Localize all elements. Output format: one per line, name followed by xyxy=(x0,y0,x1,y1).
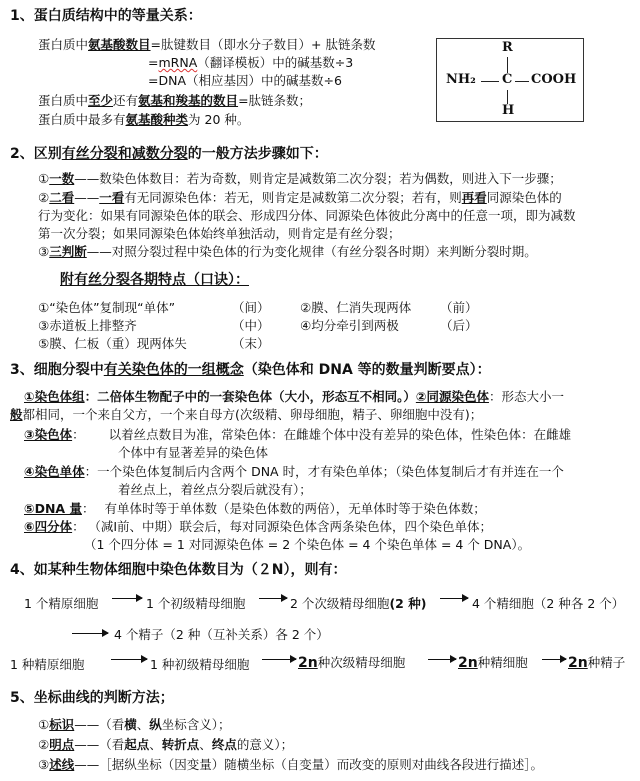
chain1-cell-3: 2 个次级精母细胞(2 种) xyxy=(290,596,427,611)
structure-nh2: NH₂ xyxy=(446,72,476,87)
chain1-cell-4: 4 个精细胞（2 种各 2 个） xyxy=(472,596,625,611)
s3-concept-4b: 着丝点上，着丝点分裂后就没有）； xyxy=(118,482,312,497)
mnemonic-1-phase: （间） xyxy=(232,300,270,315)
s2-line-1: ①一数——数染色体数目：若为奇数，则肯定是减数第二次分裂；若为偶数，则进入下一步骤； xyxy=(38,171,562,186)
s2-line-5: ③三判断——对照分裂过程中染色体的行为变化规律（有丝分裂各时期）来判断分裂时期。 xyxy=(38,244,537,259)
s1-line-4: 蛋白质中至少还有氨基和羧基的数目=肽链条数； xyxy=(38,93,312,108)
chain1-cell-5: 4 个精子（2 种（互补关系）各 2 个） xyxy=(114,627,329,642)
s2-line-4: 第一次分裂；如果同源染色体始终单独活动，则肯定是有丝分裂； xyxy=(38,226,401,241)
bond-top xyxy=(507,57,508,73)
s3-concept-5: ⑤DNA 量： 有单体时等于单体数（是染色体数的两倍），无单体时等于染色体数； xyxy=(24,501,486,516)
chain2-cell-1: 1 种精原细胞 xyxy=(10,657,85,672)
structure-c: C xyxy=(502,72,513,87)
s2-line-2: ②二看——一看有无同源染色体：若无，则肯定是减数第二次分裂；若有，则再看同源染色体的 xyxy=(38,190,562,205)
s1-line-1: 蛋白质中氨基酸数目=肽键数目（即水分子数目）+ 肽链条数 xyxy=(38,37,376,52)
structure-r: R xyxy=(502,40,513,55)
amino-acid-structure-diagram xyxy=(436,38,584,122)
s3-concept-6b: （1 个四分体 = 1 对同源染色体 = 2 个染色体 = 4 个染色单体 = 4 个 DNA）。 xyxy=(84,537,531,552)
mnemonic-5: ⑤膜、仁板（重）现两体失 xyxy=(38,336,187,351)
section-3-heading: 3、细胞分裂中有关染色体的一组概念（染色体和 DNA 等的数量判断要点）： xyxy=(10,362,491,378)
s3-concept-6: ⑥四分体： （减Ⅰ前、中期）联会后，每对同源染色体含两条染色体，四个染色单体； xyxy=(24,519,493,534)
mnemonic-heading: 附有丝分裂各期特点（口诀）： xyxy=(60,272,249,288)
chain2-cell-4: 2n种精细胞 xyxy=(458,655,528,671)
chain2-arrow-2 xyxy=(262,659,296,660)
chain1-arrow-2 xyxy=(259,598,287,599)
s3-concept-3: ③染色体： 以着丝点数目为准，常染色体：在雌雄个体中没有差异的染色体，性染色体：在雌雄 xyxy=(24,427,572,442)
mnemonic-2-phase: （前） xyxy=(440,300,478,315)
mnemonic-3-phase: （中） xyxy=(232,318,270,333)
section-1-heading: 1、蛋白质结构中的等量关系： xyxy=(10,8,202,24)
s5-line-2: ②明点——（看起点、转折点、终点的意义）； xyxy=(38,737,294,752)
s1-line-5: 蛋白质中最多有氨基酸种类为 20 种。 xyxy=(38,112,250,127)
chain1-arrow-3 xyxy=(440,598,468,599)
structure-cooh: COOH xyxy=(531,72,577,87)
chain2-arrow-3 xyxy=(428,659,456,660)
chain2-cell-3: 2n种次级精母细胞 xyxy=(298,655,406,671)
s1-line-2: =mRNA（翻译模板）中的碱基数÷3 xyxy=(148,55,354,70)
chain1-cell-1: 1 个精原细胞 xyxy=(24,596,99,611)
mnemonic-4: ④均分牵引到两极 xyxy=(300,318,399,333)
s5-line-1: ①标识——（看横、纵坐标含义）； xyxy=(38,717,231,732)
s3-concept-3b: 个体中有显著差异的染色体 xyxy=(118,445,269,460)
mnemonic-4-phase: （后） xyxy=(440,318,478,333)
s2-line-3: 行为变化：如果有同源染色体的联会、形成四分体、同源染色体彼此分离中的任意一项，即为减数 xyxy=(38,208,576,223)
mnemonic-1: ①“染色体”复制现“单体” xyxy=(38,300,176,315)
s1-line-3: =DNA（相应基因）中的碱基数÷6 xyxy=(148,73,342,88)
mnemonic-3: ③赤道板上排整齐 xyxy=(38,318,137,333)
mnemonic-2: ②膜、仁消失现两体 xyxy=(300,300,412,315)
bond-bottom xyxy=(507,90,508,104)
chain2-arrow-4 xyxy=(542,659,566,660)
chain1-cell-2: 1 个初级精母细胞 xyxy=(146,596,246,611)
chain2-cell-2: 1 种初级精母细胞 xyxy=(150,657,250,672)
chain1-arrow-4 xyxy=(72,633,108,634)
s3-concept-4: ④染色单体：一个染色体复制后内含两个 DNA 时，才有染色单体；（染色体复制后才有并连在一个 xyxy=(24,464,564,479)
section-4-heading: 4、如某种生物体细胞中染色体数目为（２N），则有： xyxy=(10,562,347,578)
chain2-cell-5: 2n种精子 xyxy=(568,655,626,671)
s3-concept-2: 般都相同，一个来自父方，一个来自母方(次级精、卵母细胞，精子、卵细胞中没有)； xyxy=(10,407,483,422)
mnemonic-5-phase: （末） xyxy=(232,336,270,351)
s5-line-3: ③述线——［据纵坐标（因变量）随横坐标（自变量）而改变的原则对曲线各段进行描述］。 xyxy=(38,757,543,772)
s3-concept-1: ①染色体组：二倍体生物配子中的一套染色体（大小，形态互不相同。）②同源染色体：形态大小一 xyxy=(24,389,564,404)
section-5-heading: 5、坐标曲线的判断方法； xyxy=(10,690,174,706)
section-2-heading: 2、区别有丝分裂和减数分裂的一般方法步骤如下： xyxy=(10,146,328,162)
structure-h: H xyxy=(502,103,515,118)
bond-right xyxy=(515,81,529,82)
chain2-arrow-1 xyxy=(111,659,147,660)
bond-left xyxy=(481,81,499,82)
chain1-arrow-1 xyxy=(112,598,142,599)
